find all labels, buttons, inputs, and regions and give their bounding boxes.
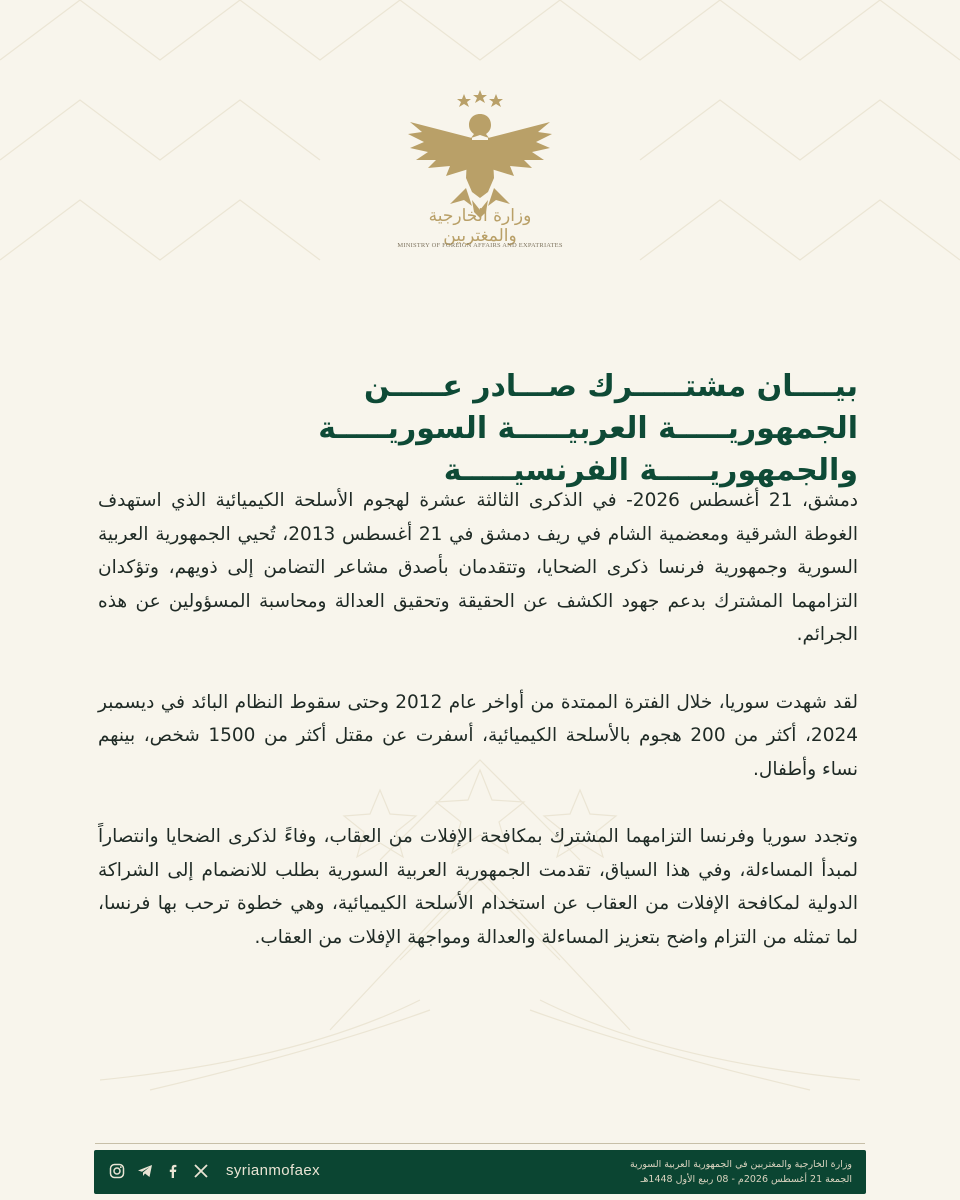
social-icons	[108, 1162, 210, 1180]
footer-date: الجمعة 21 أغسطس 2026م - 08 ربيع الأول 1448هـ	[640, 1174, 852, 1185]
instagram-icon[interactable]	[108, 1162, 126, 1180]
emblem-english-name: MINISTRY OF FOREIGN AFFAIRS AND EXPATRIATES	[397, 242, 563, 249]
statement-body	[98, 484, 858, 988]
footer-info	[522, 1157, 852, 1187]
facebook-icon[interactable]	[164, 1162, 182, 1180]
social-handle[interactable]: syrianmofaex	[226, 1162, 321, 1179]
title-line-1: بيــــان مشتـــــرك صـــادر عـــــن	[364, 369, 858, 404]
paragraph-1: دمشق، 21 أغسطس 2026- في الذكرى الثالثة عشرة لهجوم الأسلحة الكيميائية الذي استهدف الغوطة الشرقية ومعضمية الشام في ريف دمشق في 21 أغسطس 2013، تُحيي الجمهورية العربية السورية وجمهورية فرنسا ذكرى الضحايا، وتتقدمان بأصدق مشاعر التضامن إلى ذويهم، وتؤكدان التزامهما المشترك بدعم جهود الكشف عن الحقيقة وتحقيق العدالة ومحاسبة المسؤولين عن هذه الجرائم.	[98, 490, 859, 645]
x-icon[interactable]	[192, 1162, 210, 1180]
emblem-arabic-name: وزارة الخارجية والمغتربين	[428, 206, 532, 246]
telegram-icon[interactable]	[136, 1162, 154, 1180]
title-line-2: الجمهوريـــــة العربيـــــة السوريـــــة والجمهوريـــــة الفرنسيـــــة	[318, 411, 858, 488]
paragraph-2: لقد شهدت سوريا، خلال الفترة الممتدة من أواخر عام 2012 وحتى سقوط النظام البائد في ديسمبر 2024، أكثر من 200 هجوم بالأسلحة الكيميائية، أسفرت عن مقتل أكثر من 1500 شخص، بينهم نساء وأطفال.	[98, 691, 859, 780]
footer-organization: وزارة الخارجية والمغتربين في الجمهورية العربية السورية	[630, 1159, 852, 1170]
statement-title	[98, 366, 858, 492]
footer-bar	[94, 1150, 866, 1194]
footer-divider	[95, 1143, 865, 1144]
paragraph-3: وتجدد سوريا وفرنسا التزامهما المشترك بمكافحة الإفلات من العقاب، وفاءً لذكرى الضحايا وانتصاراً لمبدأ المساءلة، وفي هذا السياق، تقدمت الجمهورية العربية السورية بطلب للانضمام إلى الشراكة الدولية لمكافحة الإفلات من العقاب عن استخدام الأسلحة الكيميائية، وهي خطوة ترحب بها فرنسا، لما تمثله من التزام واضح بتعزيز المساءلة والعدالة ومواجهة الإفلات من العقاب.	[98, 826, 858, 948]
